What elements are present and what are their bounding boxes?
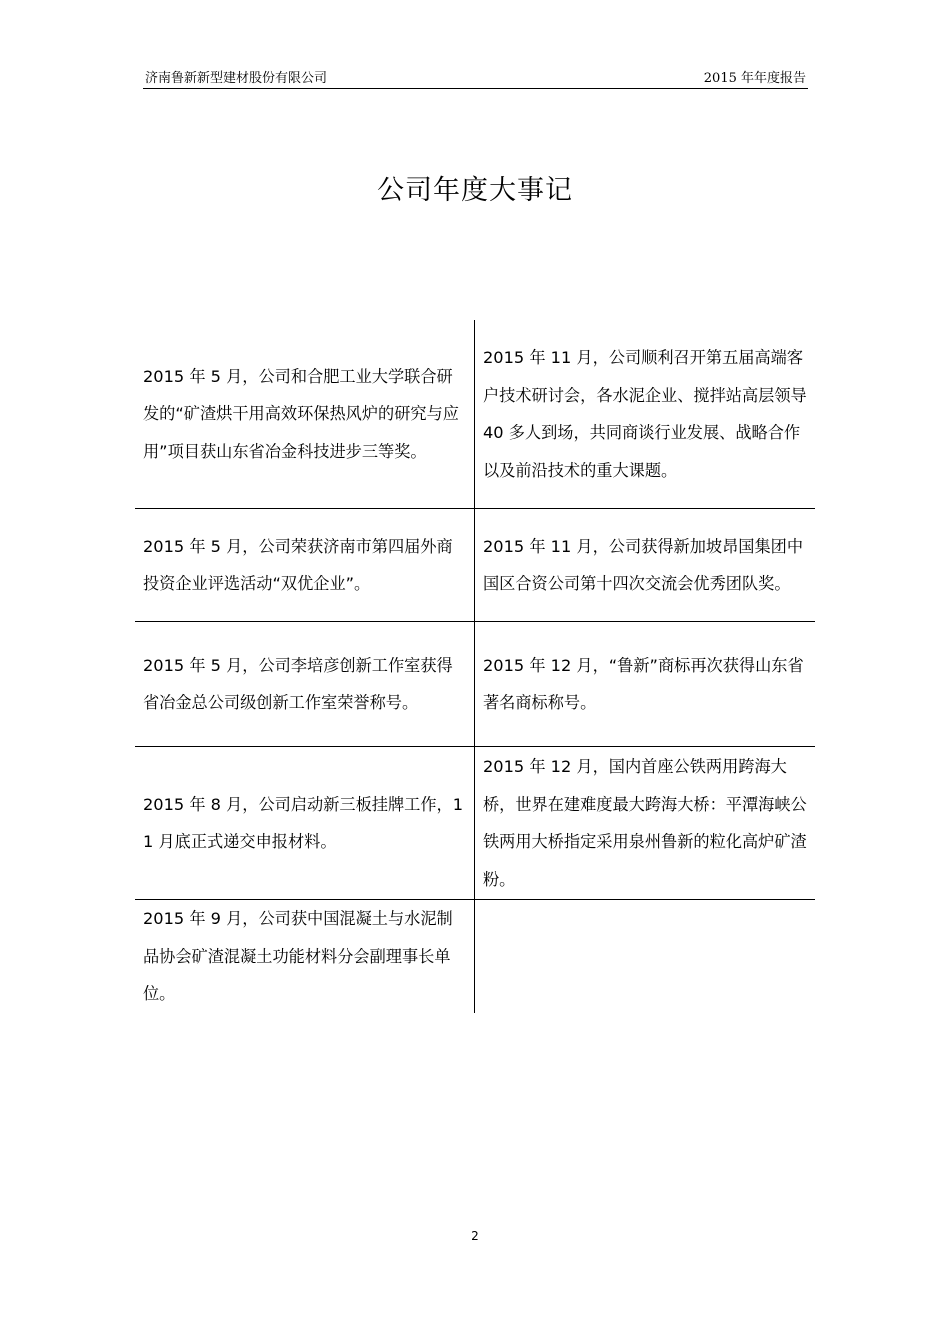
header-report-title: 2015 年年度报告 [703,71,806,86]
page-header [143,64,808,89]
header-company-name: 济南鲁新新型建材股份有限公司 [145,71,328,86]
page-title: 公司年度大事记 [377,175,573,206]
event-cell: 2015 年 12 月，“鲁新”商标再次获得山东省著名商标称号。 [475,622,816,747]
empty-cell [475,900,816,1013]
event-cell: 2015 年 9 月，公司获中国混凝土与水泥制品协会矿渣混凝土功能材料分会副理事长单位。 [135,900,475,1013]
table-row [135,900,815,1013]
event-cell: 2015 年 5 月，公司荣获济南市第四届外商投资企业评选活动“双优企业”。 [135,509,475,622]
event-cell: 2015 年 5 月，公司和合肥工业大学联合研发的“矿渣烘干用高效环保热风炉的研究与应用”项目获山东省冶金科技进步三等奖。 [135,320,475,509]
event-cell: 2015 年 11 月，公司获得新加坡昂国集团中国区合资公司第十四次交流会优秀团队奖。 [475,509,816,622]
event-cell: 2015 年 5 月，公司李培彦创新工作室获得省冶金总公司级创新工作室荣誉称号。 [135,622,475,747]
table-row [135,320,815,509]
event-cell: 2015 年 8 月，公司启动新三板挂牌工作，11 月底正式递交申报材料。 [135,747,475,900]
table-row [135,747,815,900]
events-table [135,320,815,1013]
event-cell: 2015 年 11 月，公司顺利召开第五届高端客户技术研讨会，各水泥企业、搅拌站高层领导 40 多人到场，共同商谈行业发展、战略合作以及前沿技术的重大课题。 [475,320,816,509]
page-number: 2 [471,1229,479,1243]
table-row [135,622,815,747]
event-cell: 2015 年 12 月，国内首座公铁两用跨海大桥，世界在建难度最大跨海大桥：平潭海峡公铁两用大桥指定采用泉州鲁新的粒化高炉矿渣粉。 [475,747,816,900]
table-row [135,509,815,622]
